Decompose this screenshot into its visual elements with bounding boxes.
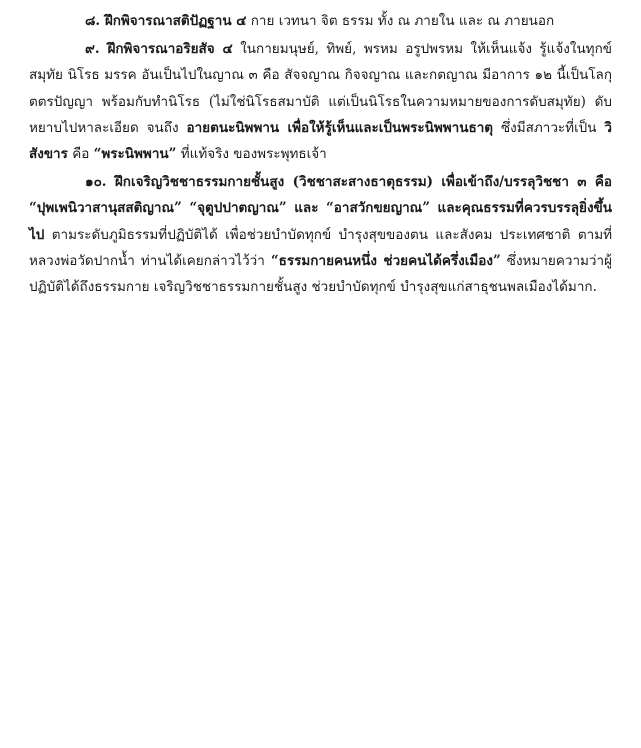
paragraph-9-bold-1: อายตนะนิพพาน เพื่อให้รู้เห็นและเป็นพระนิพพานธาตุ: [186, 119, 494, 136]
paragraph-10-text-1: ตามระดับภูมิธรรมที่ปฏิบัติได้ เพื่อช่วยบำบัดทุกข์ บำรุงสุขของตน และสังคม ประเทศชาติ ตามที่หลวงพ่อวัดปากน้ำ ท่านได้เคยกล่าวไว้ว่า: [29, 226, 612, 269]
paragraph-9-bold-3: “พระนิพพาน”: [93, 146, 177, 163]
paragraph-10: [29, 169, 612, 300]
paragraph-8: [29, 8, 612, 34]
paragraph-9-text-3: คือ: [67, 146, 94, 163]
paragraph-9: [29, 36, 612, 167]
paragraph-9-bold-2: วิสังขาร: [29, 119, 612, 163]
paragraph-10-heading: ๑๐. ฝึกเจริญวิชชาธรรมกายชั้นสูง (วิชชาสะสางธาตุธรรม) เพื่อเข้าถึง/บรรลุวิชชา ๓ คือ “ปุพเพนิวาสานุสสติญาณ” “จุตูปปาตญาณ” และ “อาสวักขยญาณ” และคุณธรรมที่ควรบรรลุยิ่งขึ้นไป: [29, 174, 612, 243]
paragraph-8-heading: ๘. ฝึกพิจารณาสติปัฏฐาน ๔: [85, 13, 247, 29]
paragraph-9-text-2: ซึ่งมีสภาวะที่เป็น: [493, 119, 605, 136]
paragraph-10-text-2: ซึ่งหมายความว่าผู้ปฏิบัติได้ถึงธรรมกาย เจริญวิชชาธรรมกายชั้นสูง ช่วยบำบัดทุกข์ บำรุงสุขแก่สาธุชนพลเมืองได้มาก.: [29, 252, 613, 296]
paragraph-8-text: กาย เวทนา จิต ธรรม ทั้ง ณ ภายใน และ ณ ภายนอก: [246, 13, 555, 29]
paragraph-9-text-1: ในกายมนุษย์, ทิพย์, พรหม อรูปพรหม ให้เห็นแจ้ง รู้แจ้งในทุกข์ สมุทัย นิโรธ มรรค อันเป็นไปในญาณ ๓ คือ สัจจญาณ กิจจญาณ และกตญาณ มีอาการ ๑๒ นี้เป็นโลกุตตรปัญญา พร้อมกับทำนิโรธ (ไม่ใช่นิโรธสมาบัติ แต่เป็นนิโรธในความหมายของการดับสมุทัย) ดับหยาบไปหาละเอียด จนถึง: [29, 41, 612, 136]
paragraph-10-bold-1: “ธรรมกายคนหนึ่ง ช่วยคนได้ครึ่งเมือง”: [270, 252, 501, 269]
paragraph-9-text-4: ที่แท้จริง ของพระพุทธเจ้า: [176, 146, 327, 163]
paragraph-9-heading: ๙. ฝึกพิจารณาอริยสัจ ๔: [85, 41, 233, 58]
document-body: [29, 8, 612, 302]
